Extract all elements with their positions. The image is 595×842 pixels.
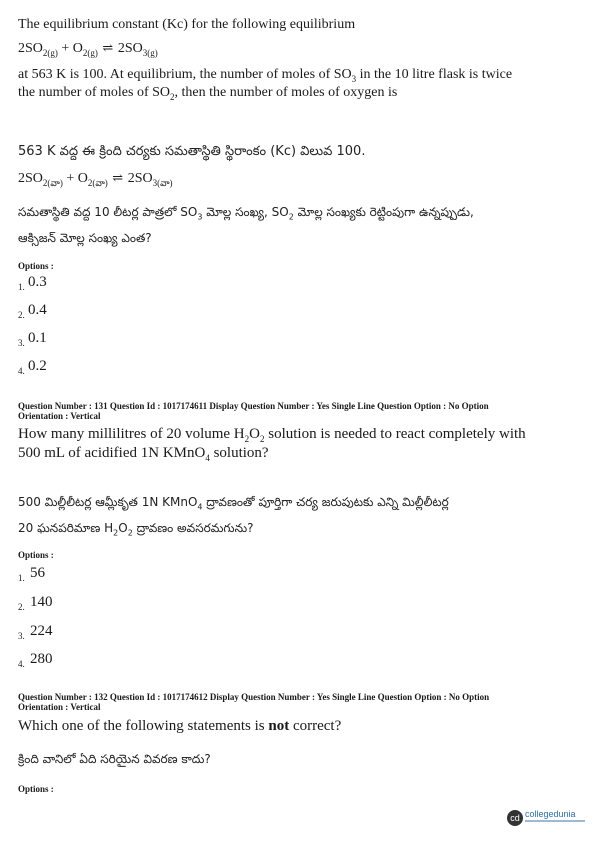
option-number: 2. (18, 602, 25, 612)
option-value: 0.2 (28, 358, 47, 374)
option-value: 224 (30, 623, 53, 639)
q131-telugu-line1: 500 మిల్లీలీటర్ల ఆమ్లీకృత 1N KMnO$_4$ ద్రావణంతో పూర్తిగా చర్య జరుపుటకు ఎన్ని మిల్లీలీటర్ల (18, 495, 449, 512)
option-value: 280 (30, 651, 53, 667)
q130-equation-telugu: $2SO_{2(వా)} + O_{2(వా)}$ ⇌ $2SO_{3(వా)}$ (18, 170, 173, 188)
option-number: 3. (18, 338, 25, 348)
logo-mark-icon: cd (507, 810, 523, 826)
q130-english-line2: at 563 K is 100. At equilibrium, the number of moles of $SO_3$ in the 10 litre flask is twice (18, 67, 513, 84)
option-number: 1. (18, 573, 25, 583)
logo-underline (525, 820, 585, 822)
collegedunia-logo (507, 808, 589, 830)
q130-english-line3: the number of moles of $SO_2$, then the number of moles of oxygen is (18, 85, 398, 102)
logo-text: collegedunia (525, 809, 576, 819)
q131-telugu-line2: 20 ఘనపరిమాణ $H_2O_2$ ద్రావణం అవసరమగును? (18, 521, 254, 538)
q130-telugu-line3: ఆక్సిజన్ మోల్ల సంఖ్య ఎంత? (18, 231, 152, 245)
q132-telugu: క్రింది వానిలో ఏది సరియైన వివరణ కాదు? (18, 752, 211, 766)
q131-meta: Question Number : 131 Question Id : 1017174611 Display Question Number : Yes Single Line Question Option : No Option Orientation : Vertical (18, 401, 489, 421)
option-value: 0.4 (28, 302, 47, 318)
q130-telugu-line1: 563 K వద్ద ఈ క్రింది చర్యకు సమతాస్థితి స్థిరాంకం (Kc) విలువ 100. (18, 144, 366, 159)
q130-equation-english: $2SO_{2(g)} + O_{2(g)}$ ⇌ $2SO_{3(g)}$ (18, 40, 158, 58)
option-number: 4. (18, 366, 25, 376)
option-number: 1. (18, 282, 25, 292)
q130-english-line1: The equilibrium constant (Kc) for the following equilibrium (18, 17, 356, 32)
option-number: 2. (18, 310, 25, 320)
q130-options-label: Options : (18, 261, 54, 271)
option-value: 0.1 (28, 330, 47, 346)
option-value: 140 (30, 594, 53, 610)
option-number: 3. (18, 631, 25, 641)
q131-english-line1: How many millilitres of 20 volume $H_2O_2$ solution is needed to react completely with (18, 426, 526, 444)
option-value: 56 (30, 565, 45, 581)
q132-english: Which one of the following statements is not correct? (18, 718, 342, 734)
option-number: 4. (18, 659, 25, 669)
q131-english-line2: 500 mL of acidified 1N KMnO$_4$ solution? (18, 445, 269, 463)
q130-telugu-line2: సమతాస్థితి వద్ద 10 లీటర్ల పాత్రలో $SO_3$ మోల్ల సంఖ్య, $SO_2$ మోల్ల సంఖ్యకు రెట్టింపుగా ఉన్నప్పుడు, (18, 205, 474, 222)
option-value: 0.3 (28, 274, 47, 290)
q132-meta: Question Number : 132 Question Id : 1017174612 Display Question Number : Yes Single Line Question Option : No Option Orientation : Vertical (18, 692, 490, 712)
q131-options-label: Options : (18, 550, 54, 560)
q132-options-label: Options : (18, 784, 54, 794)
